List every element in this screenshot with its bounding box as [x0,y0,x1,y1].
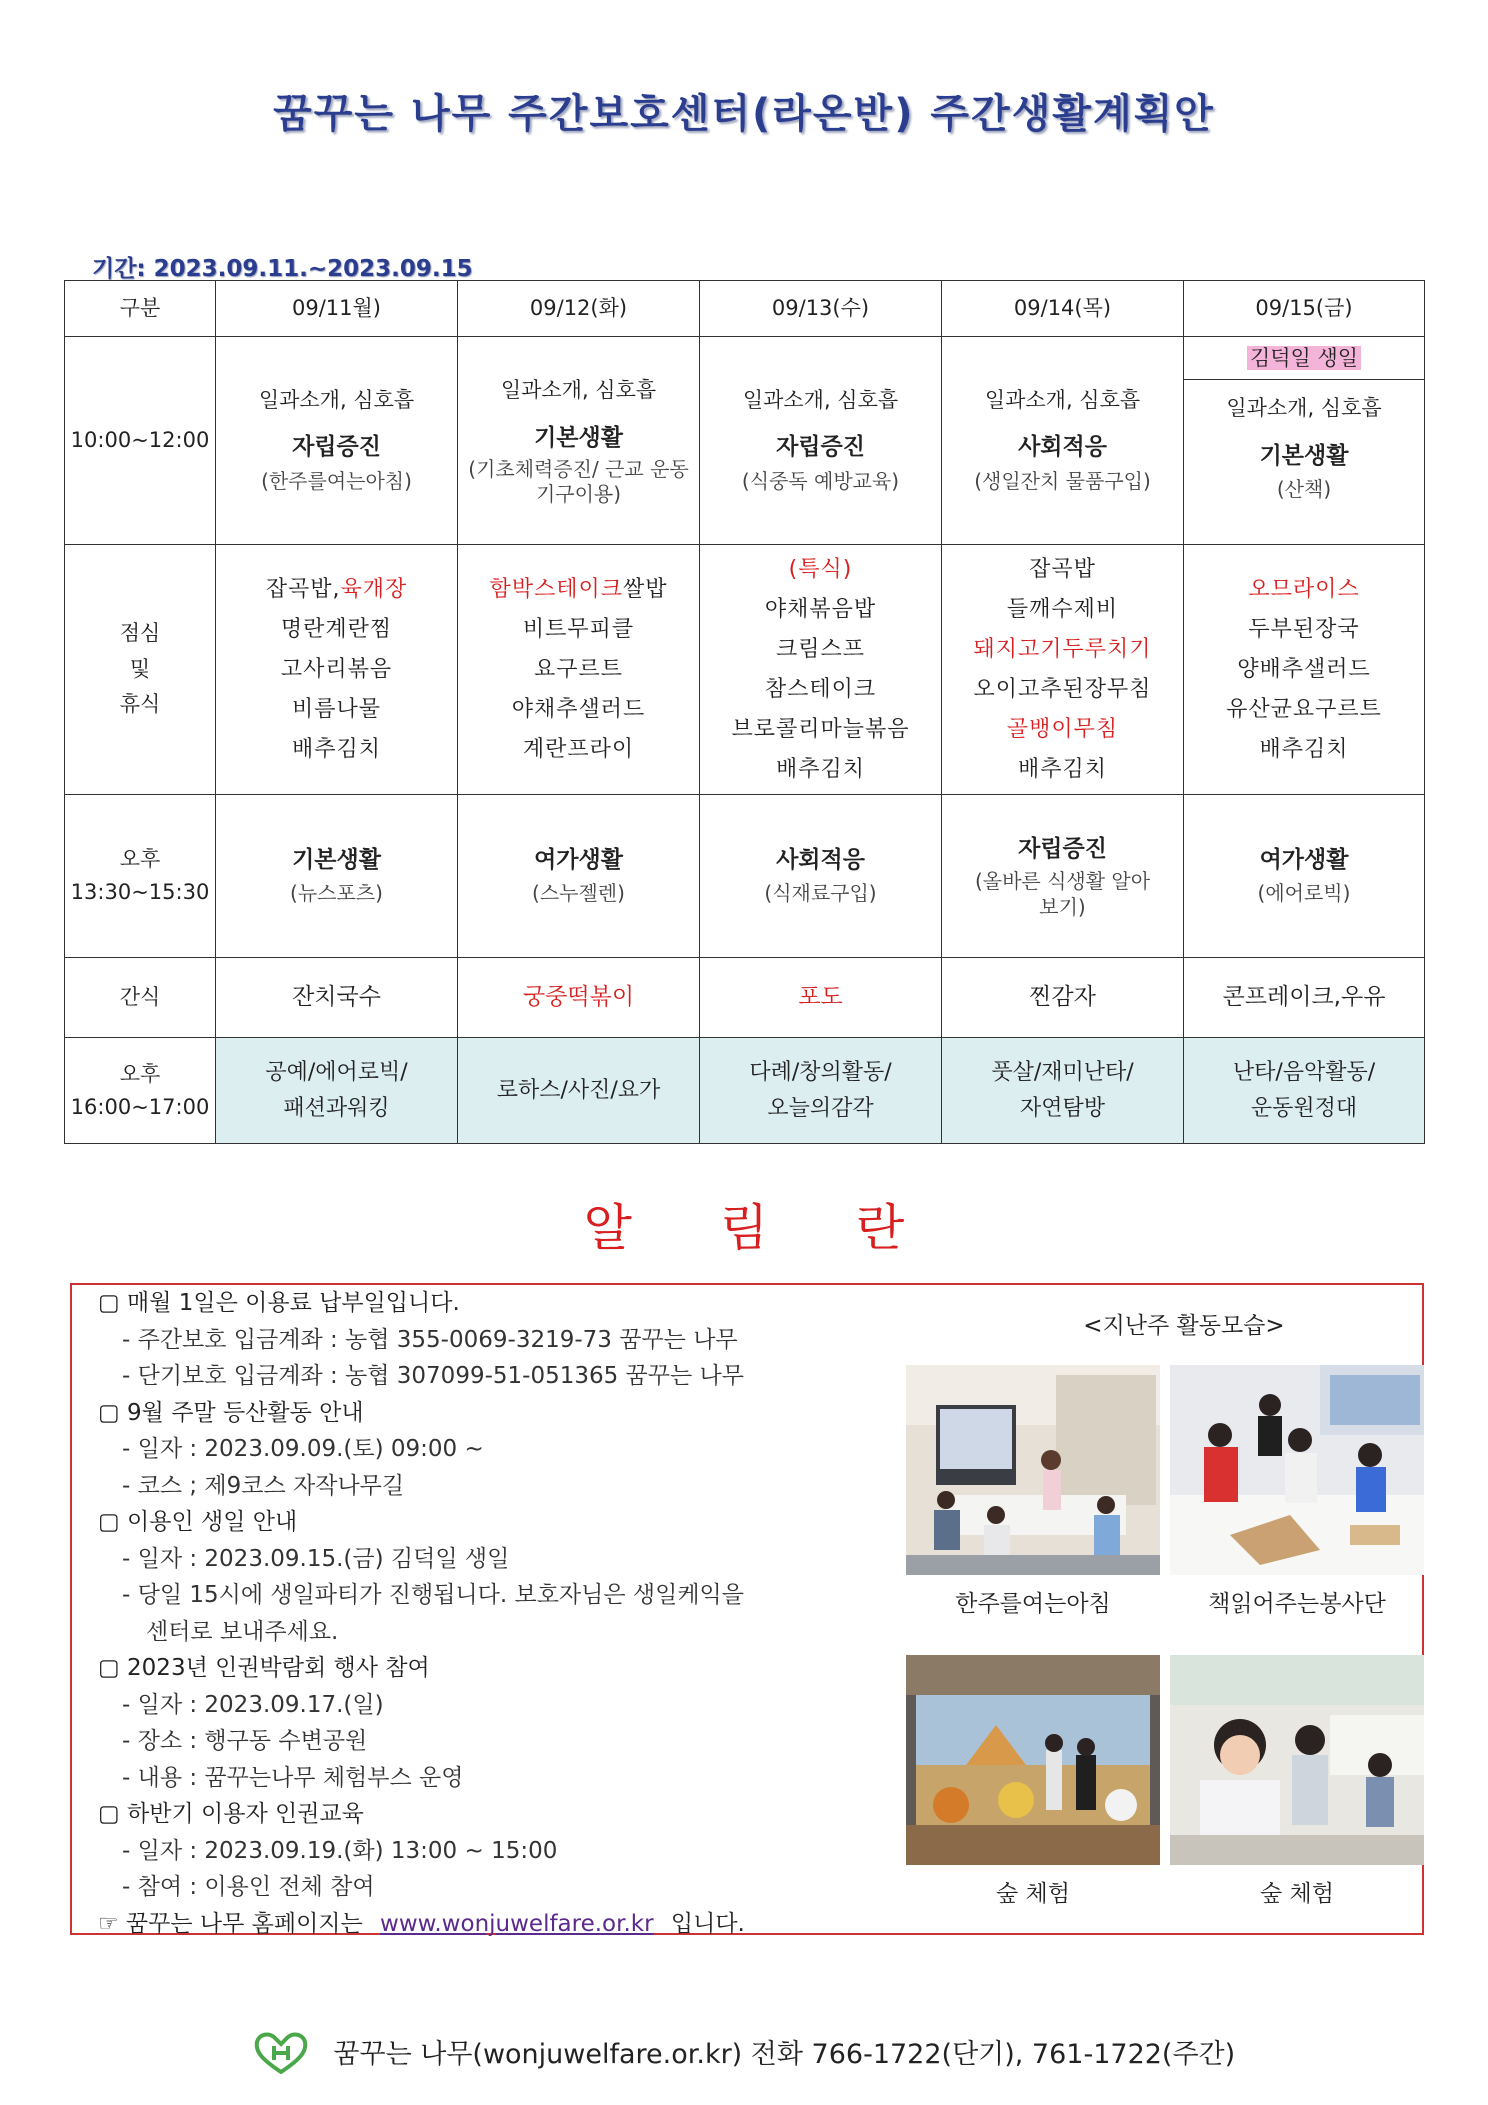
morning-row [65,337,1425,545]
photo-forest-image [906,1655,1160,1865]
notice-detail: - 주간보호 입금계좌 : 농협 355-0069-3219-73 꿈꾸는 나무 [122,1326,738,1353]
notice-detail: - 내용 : 꿈꾸는나무 체험부스 운영 [122,1764,464,1791]
notice-detail: - 코스 ; 제9코스 자작나무길 [122,1472,405,1499]
afternoon-cell [700,795,942,958]
notice-heading: ▢ 2023년 인권박람회 행사 참여 [98,1655,430,1681]
cell-activity: 자립증진 [1018,836,1107,863]
menu-item: 오이고추된장무침 [973,676,1152,702]
evening-row [65,1038,1425,1144]
snack-cell: 포도 [700,958,942,1038]
cell-intro: 일과소개, 심호흡 [258,387,415,412]
menu-item: 잡곡밥 [1029,556,1096,582]
day-header: 09/11월) [216,281,458,337]
footer [0,2030,1488,2081]
menu-text: 잡곡밥, [265,576,341,602]
cell-activity: 기본생활 [1259,442,1349,469]
snack-cell: 찐감자 [942,958,1184,1038]
day-header: 09/13(수) [700,281,942,337]
photos-caption: <지난주 활동모습> [1083,1313,1285,1339]
cell-line: 공예/에어로빅/ [265,1059,408,1085]
morning-cell [942,337,1184,545]
row-label: 간식 [65,958,216,1038]
cell-activity: 자립증진 [292,434,381,461]
menu-item: 양배추샐러드 [1237,656,1371,682]
center-logo-icon [253,2030,309,2081]
menu-item: 배추김치 [1259,736,1349,762]
evening-cell [216,1038,458,1144]
cell-line: 풋살/재미난타/ [991,1059,1134,1085]
cell-sub: (에어로빅) [1257,881,1351,906]
morning-cell [458,337,700,545]
notice-detail: - 일자 : 2023.09.19.(화) 13:00 ~ 15:00 [122,1837,558,1864]
notice-detail: - 장소 : 행구동 수변공원 [122,1728,368,1754]
homepage-link[interactable]: www.wonjuwelfare.or.kr [380,1910,654,1937]
cell-sub: (생일잔치 물품구입) [974,469,1151,494]
row-label [65,545,216,795]
menu-item: 크림스프 [775,636,865,662]
notice-box [70,1283,1424,1935]
snack-row [65,958,1425,1038]
menu-item: (특식) [788,556,853,582]
cell-intro: 일과소개, 심호흡 [1226,396,1382,420]
cell-activity: 기본생활 [534,424,623,451]
notice-list [98,1285,928,1942]
cell-activity: 사회적응 [776,846,865,873]
cell-line: 패션과워킹 [283,1095,390,1121]
notice-detail: 센터로 보내주세요. [146,1618,339,1645]
snack-cell: 궁중떡볶이 [458,958,700,1038]
photo-caption: 숲 체험 [1260,1881,1334,1907]
period-label: 기간: 2023.09.11.~2023.09.15 [92,256,473,282]
notice-heading: ▢ 이용인 생일 안내 [98,1509,298,1535]
cell-sub: (한주를여는아침) [261,469,412,494]
menu-item: 골뱅이무침 [1006,716,1119,742]
weekly-plan-table [64,280,1425,1144]
photo-caption: 숲 체험 [996,1881,1070,1907]
footer-text: 꿈꾸는 나무(wonjuwelfare.or.kr) 전화 766-1722(단기), 761-1722(주간) [333,2039,1236,2070]
notice-heading: ▢ 9월 주말 등산활동 안내 [98,1399,364,1426]
lunch-row [65,545,1425,795]
cell-activity: 기본생활 [292,846,381,873]
cell-sub: (기초체력증진/ 근교 운동기구이용) [468,456,689,506]
cell-activity: 여가생활 [534,846,623,873]
cell-sub: (스누젤렌) [532,881,625,906]
menu-item: 배추김치 [775,756,865,782]
cell-line: 운동원정대 [1250,1095,1358,1121]
photo-classroom-image [906,1365,1160,1575]
evening-cell [942,1038,1184,1144]
cell-activity: 여가생활 [1259,846,1349,873]
notice-detail: - 단기보호 입금계좌 : 농협 307099-51-051365 꿈꾸는 나무 [122,1363,744,1389]
label-line: 및 [129,656,151,681]
menu-item: 고사리볶음 [280,656,393,682]
activity-photo [1170,1365,1424,1575]
notice-detail: - 참여 : 이용인 전체 참여 [122,1874,375,1900]
menu-item: 비트무피클 [522,616,635,642]
afternoon-cell [458,795,700,958]
menu-item: 브로콜리마늘볶음 [731,716,910,742]
morning-cell [700,337,942,545]
menu-item: 유산균요구르트 [1226,696,1382,722]
homepage-text: ☞ 꿈꾸는 나무 홈페이지는 [98,1910,363,1937]
menu-text-special: 함박스테이크 [489,576,623,602]
activity-photo [906,1655,1160,1865]
afternoon-cell [942,795,1184,958]
cell-intro: 일과소개, 심호흡 [742,387,899,412]
day-header: 09/15(금) [1184,281,1425,337]
lunch-menu-cell [700,545,942,795]
snack-cell: 잔치국수 [216,958,458,1038]
menu-item: 비름나물 [291,696,381,722]
notice-board-title: 알 림 란 [583,1199,905,1257]
row-label [65,795,216,958]
cell-line: 로하스/사진/요가 [496,1077,661,1103]
notice-detail: - 일자 : 2023.09.09.(토) 09:00 ~ [122,1436,484,1462]
cell-line: 오늘의감각 [767,1095,874,1121]
notice-heading: ▢ 하반기 이용자 인권교육 [98,1801,364,1827]
notice-detail: - 일자 : 2023.09.15.(금) 김덕일 생일 [122,1545,510,1572]
menu-item [220,570,453,610]
lunch-menu-cell [458,545,700,795]
cell-sub: (식재료구입) [764,881,877,906]
photo-group-image [1170,1655,1424,1865]
menu-text: 쌀밥 [623,576,668,602]
cell-sub: (올바른 식생활 알아보기) [974,868,1151,919]
snack-cell: 콘프레이크,우유 [1184,958,1425,1038]
activity-photo [1170,1655,1424,1865]
page-title: 꿈꾸는 나무 주간보호센터(라온반) 주간생활계획안 [273,91,1215,137]
menu-item: 돼지고기두루치기 [973,636,1152,662]
cell-sub: (뉴스포츠) [290,881,383,906]
notice-detail: - 일자 : 2023.09.17.(일) [122,1691,384,1718]
menu-item: 배추김치 [291,736,381,762]
cell-sub: (식중독 예방교육) [741,469,900,494]
morning-cell [216,337,458,545]
menu-text-special: 육개장 [340,576,408,602]
evening-cell [458,1038,700,1144]
menu-item [462,570,695,610]
label-line: 오후 [119,847,161,872]
photo-caption: 한주를여는아침 [955,1591,1111,1617]
label-line: 휴식 [119,692,161,717]
cell-activity: 자립증진 [776,434,865,461]
lunch-menu-cell [1184,545,1425,795]
label-line: 16:00~17:00 [70,1094,210,1119]
homepage-text: 입니다. [670,1910,745,1937]
day-header: 09/14(목) [942,281,1184,337]
activity-photo [906,1365,1160,1575]
birthday-row [1184,337,1424,380]
row-label: 10:00~12:00 [65,337,216,545]
cell-intro: 일과소개, 심호흡 [500,378,657,403]
menu-item: 요구르트 [533,656,623,682]
lunch-menu-cell [216,545,458,795]
notice-heading: ▢ 매월 1일은 이용료 납부일입니다. [98,1290,460,1316]
cell-line: 자연탐방 [1019,1095,1105,1121]
photo-crafts-image [1170,1365,1424,1575]
row-label [65,1038,216,1144]
afternoon-cell [216,795,458,958]
cell-sub: (산책) [1276,477,1332,502]
menu-item: 명란계란찜 [280,616,393,642]
lunch-menu-cell [942,545,1184,795]
notice-detail: - 당일 15시에 생일파티가 진행됩니다. 보호자님은 생일케익을 [122,1582,744,1608]
birthday-label: 김덕일 생일 [1247,346,1361,370]
header-label: 구분 [65,281,216,337]
label-line: 13:30~15:30 [70,880,210,904]
cell-activity: 사회적응 [1018,434,1107,461]
morning-cell [1184,337,1425,545]
menu-item: 참스테이크 [764,676,877,702]
photo-caption: 책읽어주는봉사단 [1208,1591,1386,1617]
label-line: 오후 [119,1061,161,1086]
menu-item: 들깨수제비 [1006,596,1119,622]
menu-item: 야채볶음밥 [764,596,877,622]
homepage-line [98,1906,928,1943]
evening-cell [1184,1038,1425,1144]
menu-item: 배추김치 [1017,756,1107,782]
afternoon-cell [1184,795,1425,958]
cell-line: 난타/음악활동/ [1232,1059,1376,1085]
table-header-row [65,281,1425,337]
menu-item: 오므라이스 [1248,576,1360,602]
cell-intro: 일과소개, 심호흡 [984,387,1141,412]
cell-line: 다례/창의활동/ [749,1059,892,1085]
day-header: 09/12(화) [458,281,700,337]
menu-item: 야채추샐러드 [511,696,646,722]
menu-item: 두부된장국 [1248,616,1360,642]
evening-cell [700,1038,942,1144]
afternoon-row [65,795,1425,958]
menu-item: 계란프라이 [522,736,635,762]
label-line: 점심 [119,620,161,645]
